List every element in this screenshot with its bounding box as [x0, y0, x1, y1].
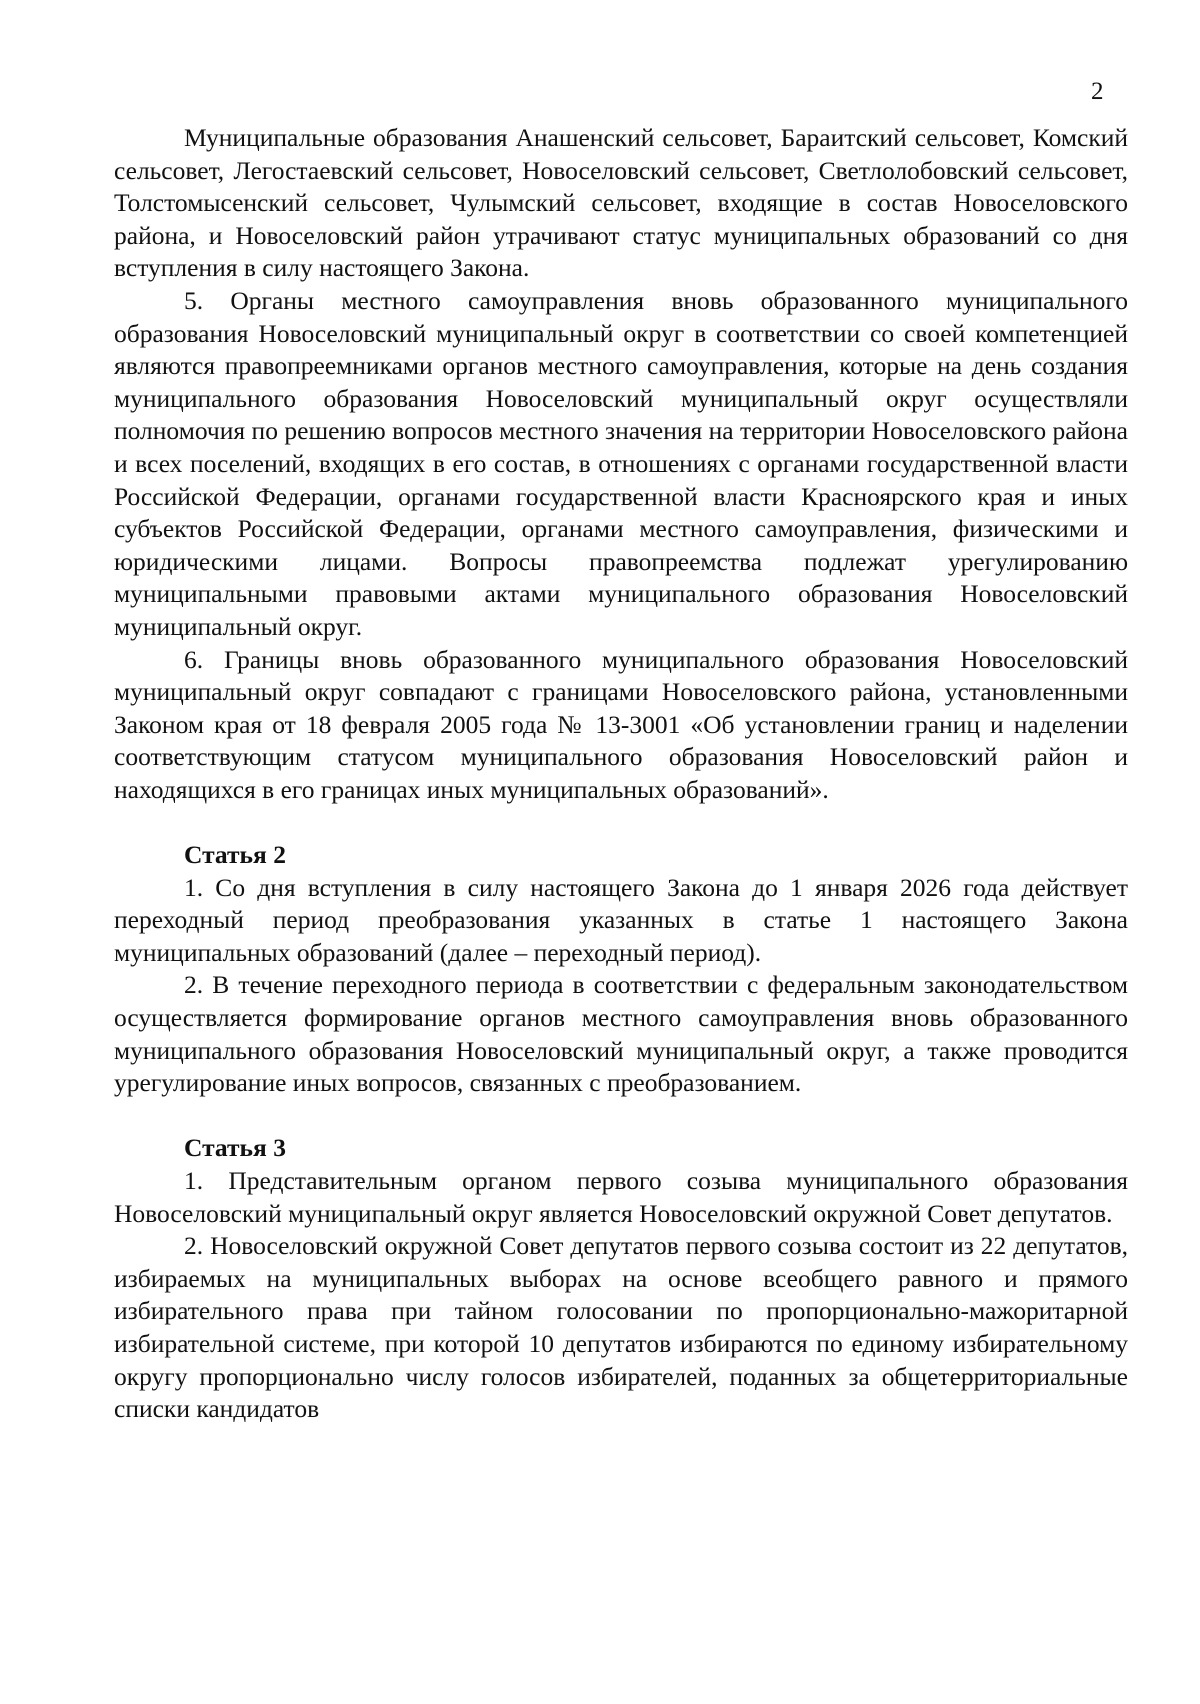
paragraph-municipalities-lose-status: Муниципальные образования Анашенский сельсовет, Бараитский сельсовет, Комский сельсовет, Легостаевский сельсовет, Новоселовский сельсовет, Светлолобовский сельсовет, Толстомысенский сельсовет, Чулымский сельсовет, входящие в состав Новоселовского района, и Новоселовский район утрачивают статус муниципальных образований со дня вступления в силу настоящего Закона.	[114, 123, 1128, 283]
paragraph-item-6-borders: 6. Границы вновь образованного муниципального образования Новоселовский муниципальный округ совпадают с границами Новоселовского района, установленными Законом края от 18 февраля 2005 года № 13-3001 «Об установлении границ и наделении соответствующим статусом муниципального образования Новоселовский район и находящихся в его границах иных муниципальных образований».	[114, 644, 1128, 804]
article-3-heading: Статья 3	[184, 1133, 286, 1163]
document-body	[114, 122, 1128, 1426]
article-1-continuation	[114, 122, 1128, 806]
article-2	[114, 839, 1128, 1100]
paragraph-item-5-succession: 5. Органы местного самоуправления вновь образованного муниципального образования Новоселовский муниципальный округ в соответствии со своей компетенцией являются правопреемниками органов местного самоуправления, которые на день создания муниципального образования Новоселовский муниципальный округ осуществляли полномочия по решению вопросов местного значения на территории Новоселовского района и всех поселений, входящих в его состав, в отношениях с органами государственной власти Российской Федерации, органами государственной власти Красноярского края и иных субъектов Российской Федерации, органами местного самоуправления, физическими и юридическими лицами. Вопросы правопреемства подлежат урегулированию муниципальными правовыми актами муниципального образования Новоселовский муниципальный округ.	[114, 285, 1128, 641]
article-3	[114, 1132, 1128, 1425]
page-number: 2	[1091, 78, 1104, 105]
article-2-item-2: 2. В течение переходного периода в соответствии с федеральным законодательством осуществляется формирование органов местного самоуправления вновь образованного муниципального образования Новоселовский муниципальный округ, а также проводится урегулирование иных вопросов, связанных с преобразованием.	[114, 970, 1128, 1098]
article-2-heading: Статья 2	[184, 840, 286, 870]
article-2-item-1: 1. Со дня вступления в силу настоящего Закона до 1 января 2026 года действует переходный период преобразования указанных в статье 1 настоящего Закона муниципальных образований (далее – переходный период).	[114, 872, 1128, 967]
article-3-item-1: 1. Представительным органом первого созыва муниципального образования Новоселовский муниципальный округ является Новоселовский окружной Совет депутатов.	[114, 1166, 1128, 1228]
article-3-item-2: 2. Новоселовский окружной Совет депутатов первого созыва состоит из 22 депутатов, избираемых на муниципальных выборах на основе всеобщего равного и прямого избирательного права при тайном голосовании по пропорционально-мажоритарной избирательной системе, при которой 10 депутатов избираются по единому избирательному округу пропорционально числу голосов избирателей, поданных за общетерриториальные списки кандидатов	[114, 1231, 1128, 1424]
